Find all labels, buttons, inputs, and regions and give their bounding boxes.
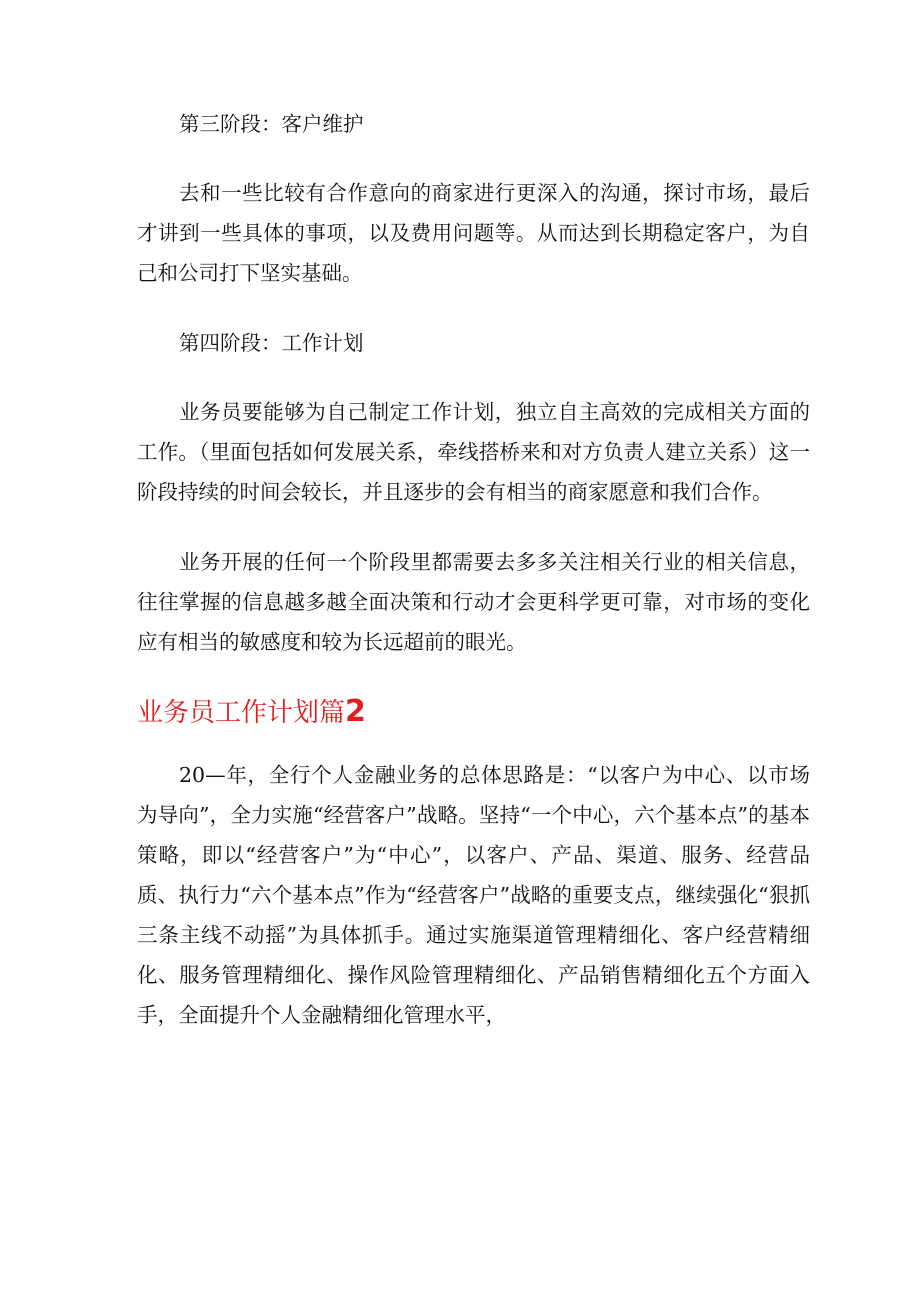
body-paragraph: 20—年，全行个人金融业务的总体思路是：“以客户为中心、以市场为导向”，全力实施“经营客户”战略。坚持“一个中心，六个基本点”的基本策略，即以“经营客户”为“中心”，以客户、产品、渠道、服务、经营品质、执行力“六个基本点”作为“经营客户”战略的重要支点，继续强化“狠抓三条主线不动摇”为具体抓手。通过实施渠道管理精细化、客户经营精细化、服务管理精细化、操作风险管理精细化、产品销售精细化五个方面入手，全面提升个人金融精细化管理水平， [137, 763, 810, 1027]
body-paragraph: 业务员要能够为自己制定工作计划，独立自主高效的完成相关方面的工作。（里面包括如何发展关系，牵线搭桥来和对方负责人建立关系）这一阶段持续的时间会较长，并且逐步的会有相当的商家愿意和我们合作。 [137, 400, 810, 504]
stage-title-4: 第四阶段：工作计划 [179, 331, 364, 355]
stage-title-3: 第三阶段：客户维护 [179, 112, 364, 136]
section-heading [137, 692, 810, 733]
section-heading-text: 业务员工作计划篇 [137, 698, 346, 728]
body-paragraph: 业务开展的任何一个阶段里都需要去多多关注相关行业的相关信息，往往掌握的信息越多越全面决策和行动才会更科学更可靠，对市场的变化应有相当的敏感度和较为长远超前的眼光。 [137, 550, 810, 654]
body-paragraph: 去和一些比较有合作意向的商家进行更深入的沟通，探讨市场，最后才讲到一些具体的事项，以及费用问题等。从而达到长期稳定客户，为自己和公司打下坚实基础。 [137, 181, 810, 285]
section-heading-number: 2 [345, 694, 366, 729]
